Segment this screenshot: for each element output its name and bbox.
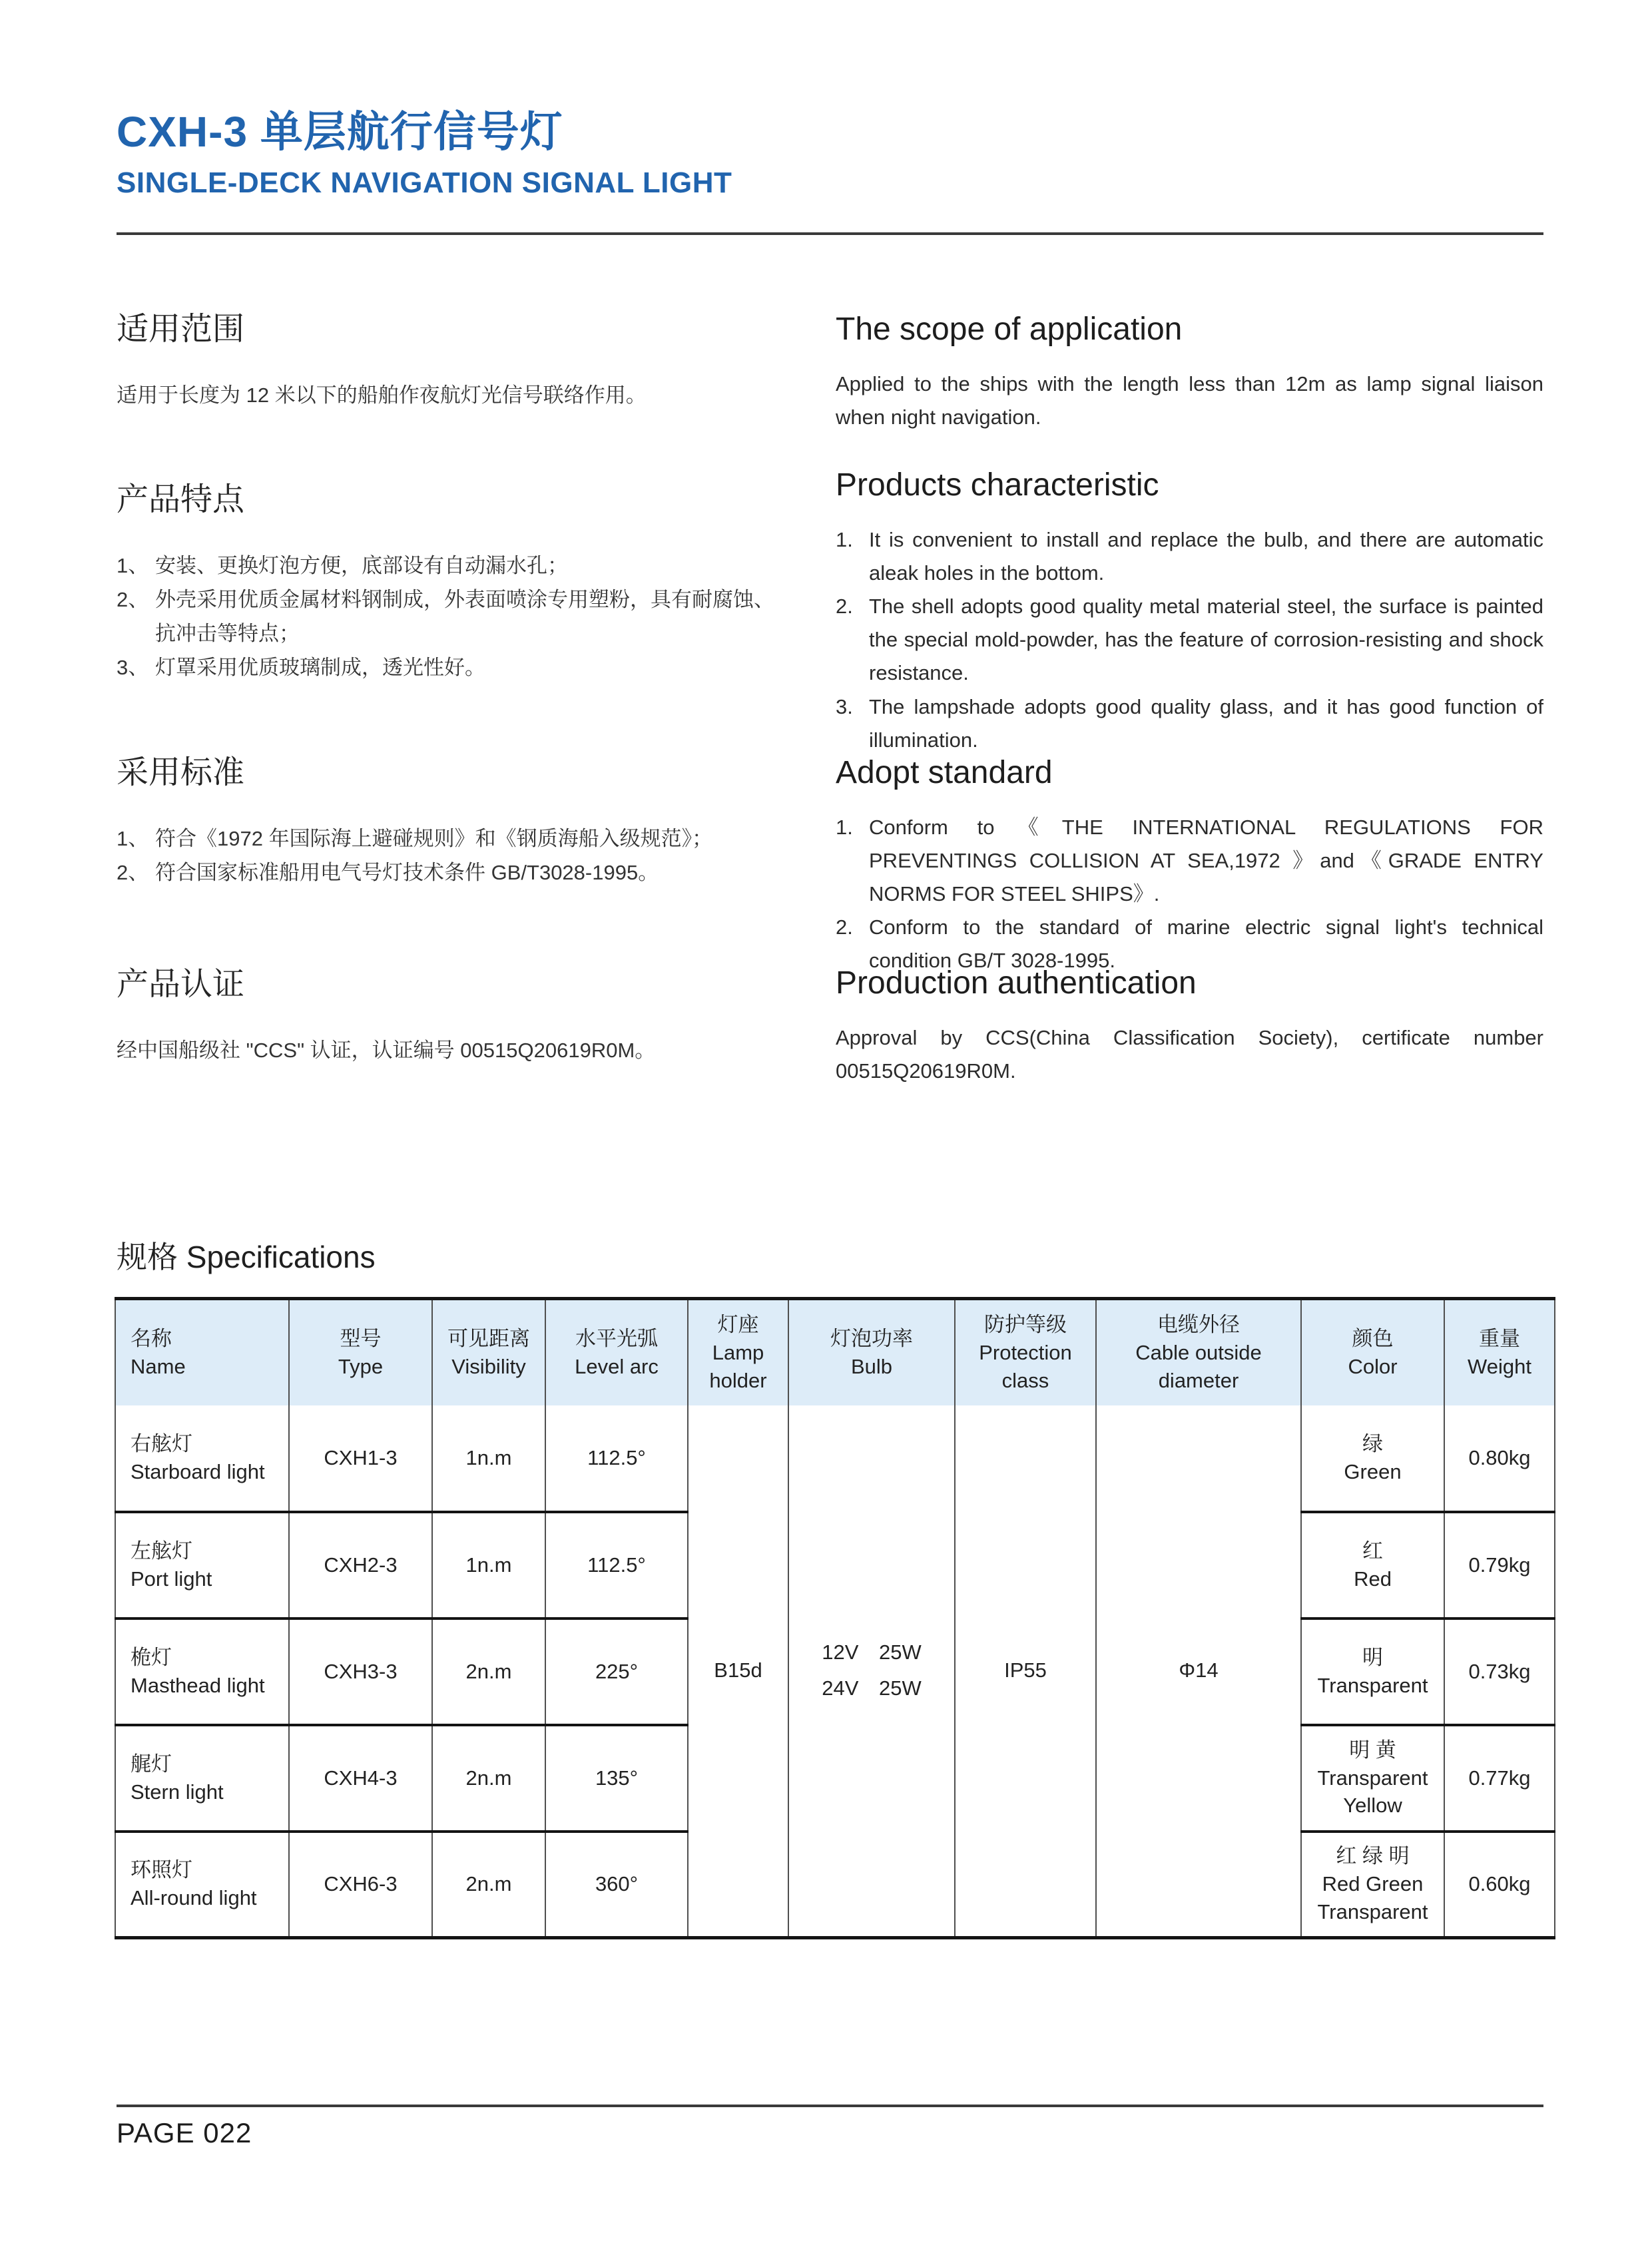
weight-cell: 0.79kg bbox=[1444, 1512, 1555, 1618]
type-cell: CXH3-3 bbox=[289, 1618, 432, 1725]
level-arc-cell: 112.5° bbox=[545, 1405, 688, 1512]
type-cell: CXH6-3 bbox=[289, 1832, 432, 1938]
list-item bbox=[117, 583, 789, 650]
col-header-bulb: 灯泡功率 Bulb bbox=[788, 1299, 955, 1405]
list-item-number: 2、 bbox=[117, 860, 149, 884]
section-body: Approval by CCS(China Classification Society), certificate number 00515Q20619R0M. bbox=[836, 1025, 1543, 1083]
section-body: Applied to the ships with the length less than 12m as lamp signal liaison when night navigation. bbox=[836, 372, 1543, 429]
list-item-number: 3、 bbox=[117, 656, 149, 680]
list-item-text: 安装、更换灯泡方便，底部设有自动漏水孔； bbox=[155, 553, 568, 577]
name-cell: 右舷灯 Starboard light bbox=[115, 1405, 289, 1512]
section-body: 适用于长度为 12 米以下的船舶作夜航灯光信号联络作用。 bbox=[117, 383, 647, 407]
section-heading: Adopt standard bbox=[836, 755, 1053, 790]
section-heading: 产品特点 bbox=[117, 482, 245, 517]
page-title: CXH-3 单层航行信号灯 bbox=[117, 108, 563, 156]
section-features-zh bbox=[117, 481, 789, 684]
level-arc-cell: 112.5° bbox=[545, 1512, 688, 1618]
section-scope-zh bbox=[117, 310, 789, 412]
table-row bbox=[115, 1405, 1555, 1512]
col-header-weight: 重量 Weight bbox=[1444, 1299, 1555, 1405]
col-header-level-arc: 水平光弧 Level arc bbox=[545, 1299, 688, 1405]
lamp-holder-cell: B15d bbox=[688, 1405, 788, 1938]
visibility-cell: 2n.m bbox=[432, 1725, 545, 1832]
page-number: PAGE 022 bbox=[117, 2117, 252, 2148]
name-cell: 艉灯 Stern light bbox=[115, 1725, 289, 1832]
section-heading: 采用标准 bbox=[117, 755, 245, 790]
section-heading: 适用范围 bbox=[117, 312, 245, 347]
list-item-number: 3. bbox=[836, 694, 853, 718]
color-cell: 红 Red bbox=[1301, 1512, 1444, 1618]
list-item-number: 2. bbox=[836, 595, 853, 619]
list-item-number: 1、 bbox=[117, 553, 149, 577]
specifications-table bbox=[115, 1297, 1555, 1939]
section-features-en bbox=[836, 466, 1543, 757]
list-item-text: The shell adopts good quality metal material steel, the surface is painted the special mold-powder, has the feature of corrosion-resisting and shock resistance. bbox=[869, 595, 1543, 685]
section-heading: The scope of application bbox=[836, 312, 1183, 347]
list-item-text: The lampshade adopts good quality glass, and it has good function of illumination. bbox=[869, 694, 1543, 752]
col-header-color: 颜色 Color bbox=[1301, 1299, 1444, 1405]
header-divider bbox=[117, 232, 1543, 235]
list-item bbox=[117, 822, 789, 856]
type-cell: CXH2-3 bbox=[289, 1512, 432, 1618]
section-list bbox=[117, 822, 789, 889]
list-item-text: Conform to the standard of marine electric signal light's technical condition GB/T 3028-1995. bbox=[869, 915, 1543, 973]
type-cell: CXH1-3 bbox=[289, 1405, 432, 1512]
specs-title: 规格 Specifications bbox=[117, 1240, 376, 1274]
color-cell: 明 黄 Transparent Yellow bbox=[1301, 1725, 1444, 1832]
weight-cell: 0.77kg bbox=[1444, 1725, 1555, 1832]
visibility-cell: 1n.m bbox=[432, 1405, 545, 1512]
list-item-number: 1. bbox=[836, 815, 853, 839]
list-item bbox=[836, 811, 1543, 911]
level-arc-cell: 360° bbox=[545, 1832, 688, 1938]
level-arc-cell: 135° bbox=[545, 1725, 688, 1832]
list-item-text: 符合国家标准船用电气号灯技术条件 GB/T3028-1995。 bbox=[155, 860, 659, 884]
list-item-text: It is convenient to install and replace the bulb, and there are automatic aleak holes in the bottom. bbox=[869, 527, 1543, 585]
list-item bbox=[117, 549, 789, 583]
color-cell: 绿 Green bbox=[1301, 1405, 1444, 1512]
col-header-visibility: 可见距离 Visibility bbox=[432, 1299, 545, 1405]
section-list bbox=[836, 811, 1543, 978]
list-item bbox=[836, 590, 1543, 690]
list-item bbox=[836, 690, 1543, 757]
cable-cell: Φ14 bbox=[1096, 1405, 1301, 1938]
weight-cell: 0.73kg bbox=[1444, 1618, 1555, 1725]
table-header-row bbox=[115, 1299, 1555, 1405]
section-body: 经中国船级社 "CCS" 认证，认证编号 00515Q20619R0M。 bbox=[117, 1038, 656, 1062]
list-item-number: 1. bbox=[836, 527, 853, 551]
visibility-cell: 2n.m bbox=[432, 1832, 545, 1938]
section-standard-en bbox=[836, 754, 1543, 978]
col-header-protection: 防护等级 Protection class bbox=[955, 1299, 1096, 1405]
list-item-number: 2、 bbox=[117, 587, 149, 611]
visibility-cell: 1n.m bbox=[432, 1512, 545, 1618]
list-item bbox=[117, 856, 789, 889]
bulb-cell: 12V 25W 24V 25W bbox=[788, 1405, 955, 1938]
list-item bbox=[836, 523, 1543, 590]
name-cell: 左舷灯 Port light bbox=[115, 1512, 289, 1618]
section-certification-en bbox=[836, 964, 1543, 1088]
visibility-cell: 2n.m bbox=[432, 1618, 545, 1725]
list-item bbox=[117, 650, 789, 684]
col-header-cable: 电缆外径 Cable outside diameter bbox=[1096, 1299, 1301, 1405]
color-cell: 红 绿 明 Red Green Transparent bbox=[1301, 1832, 1444, 1938]
footer-divider bbox=[117, 2105, 1543, 2107]
name-cell: 桅灯 Masthead light bbox=[115, 1618, 289, 1725]
color-cell: 明 Transparent bbox=[1301, 1618, 1444, 1725]
name-cell: 环照灯 All-round light bbox=[115, 1832, 289, 1938]
col-header-type: 型号 Type bbox=[289, 1299, 432, 1405]
list-item-text: 外壳采用优质金属材料钢制成，外表面喷涂专用塑粉，具有耐腐蚀、抗冲击等特点； bbox=[155, 587, 774, 645]
section-certification-zh bbox=[117, 965, 789, 1067]
weight-cell: 0.60kg bbox=[1444, 1832, 1555, 1938]
section-heading: Production authentication bbox=[836, 965, 1197, 1001]
protection-cell: IP55 bbox=[955, 1405, 1096, 1938]
list-item-number: 2. bbox=[836, 915, 853, 939]
weight-cell: 0.80kg bbox=[1444, 1405, 1555, 1512]
list-item-text: 符合《1972 年国际海上避碰规则》和《钢质海船入级规范》； bbox=[155, 826, 713, 850]
type-cell: CXH4-3 bbox=[289, 1725, 432, 1832]
list-item-text: Conform to《THE INTERNATIONAL REGULATIONS FOR PREVENTINGS COLLISION AT SEA,1972 》and《GRADE ENTRY NORMS FOR STEEL SHIPS》. bbox=[869, 815, 1543, 906]
section-list bbox=[836, 523, 1543, 758]
col-header-name: 名称 Name bbox=[115, 1299, 289, 1405]
level-arc-cell: 225° bbox=[545, 1618, 688, 1725]
section-list bbox=[117, 549, 789, 685]
section-heading: Products characteristic bbox=[836, 467, 1159, 503]
section-standard-zh bbox=[117, 754, 789, 889]
list-item-number: 1、 bbox=[117, 826, 149, 850]
col-header-lamp-holder: 灯座 Lamp holder bbox=[688, 1299, 788, 1405]
page-subtitle: SINGLE-DECK NAVIGATION SIGNAL LIGHT bbox=[117, 166, 732, 199]
section-heading: 产品认证 bbox=[117, 967, 245, 1002]
list-item-text: 灯罩采用优质玻璃制成，透光性好。 bbox=[155, 656, 485, 680]
section-scope-en bbox=[836, 310, 1543, 434]
